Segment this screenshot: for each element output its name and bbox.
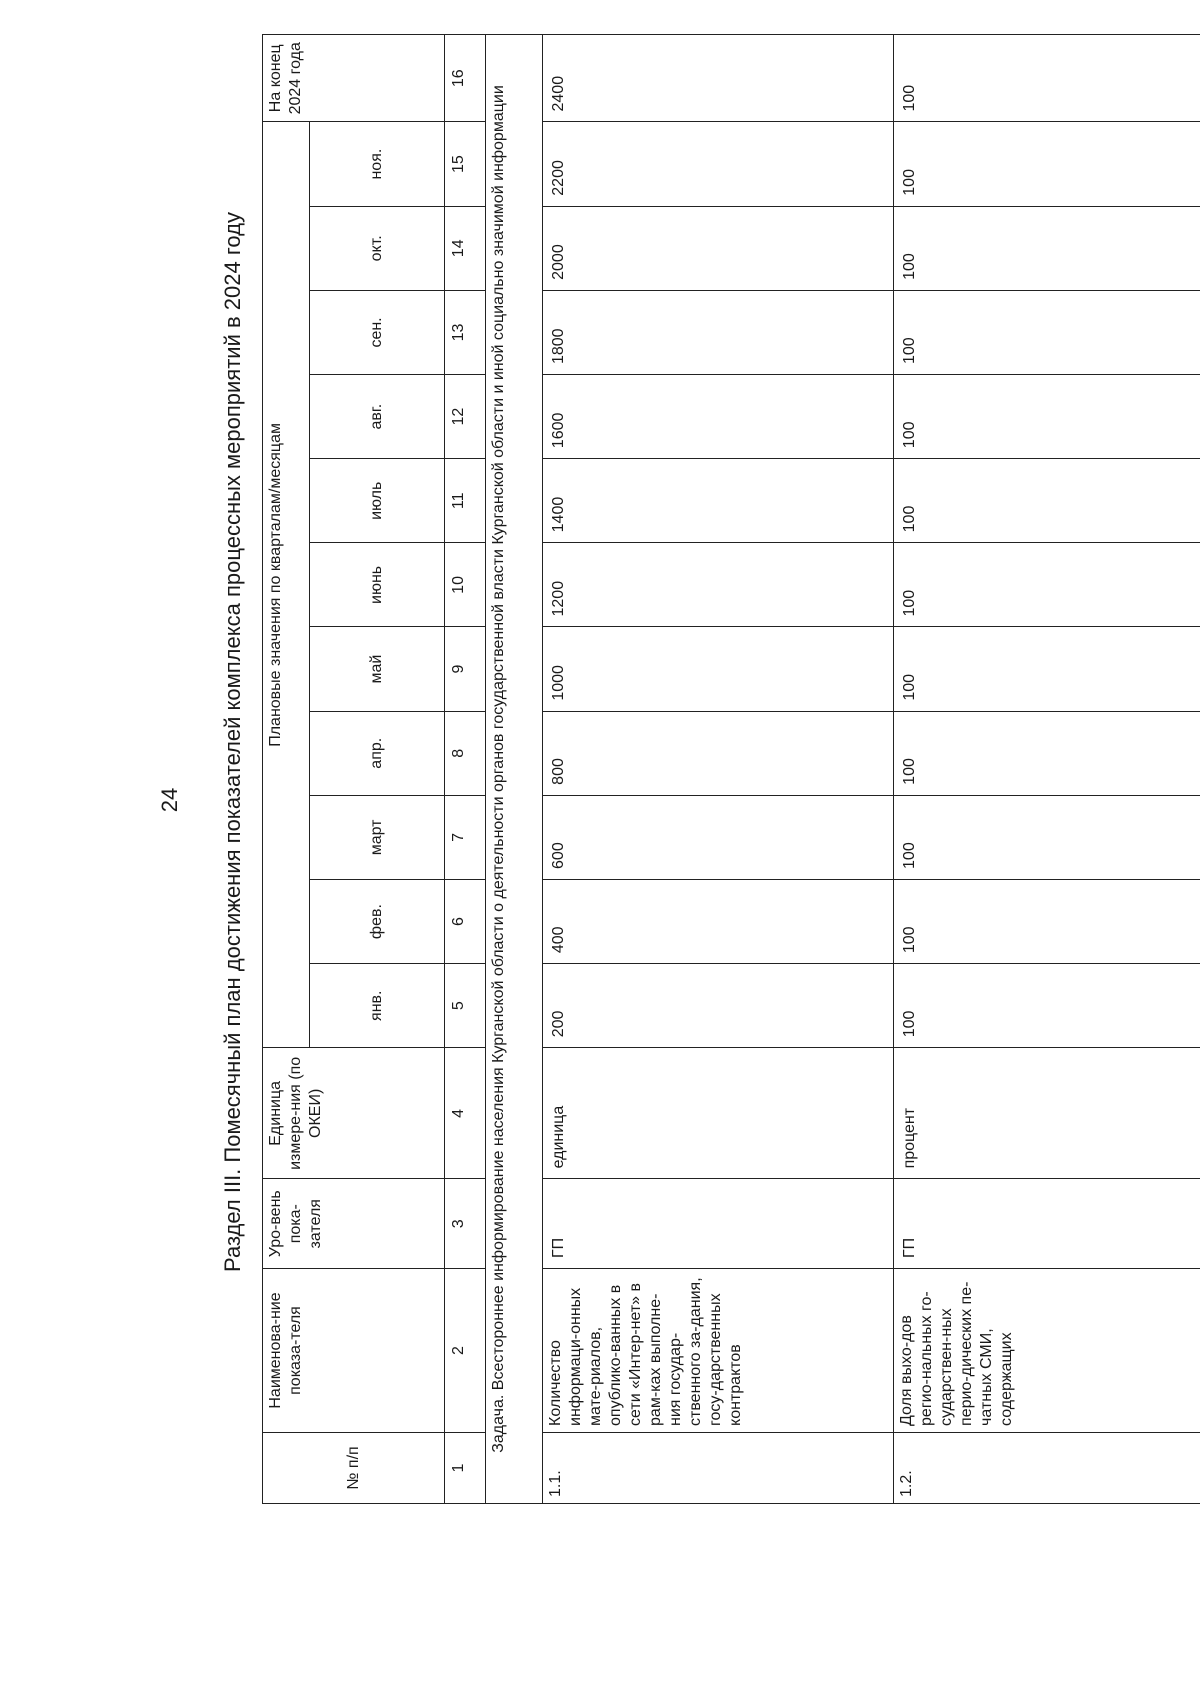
header-unit: Единица измере-ния (по ОКЕИ) <box>263 1048 445 1179</box>
column-number: 7 <box>445 795 486 879</box>
row-level: ГП <box>894 1179 1200 1269</box>
row-value: 2000 <box>543 206 894 290</box>
row-unit: единица <box>543 1048 894 1179</box>
header-month: янв. <box>310 964 445 1048</box>
row-num: 1.2. <box>894 1432 1200 1503</box>
header-month: март <box>310 795 445 879</box>
row-name: Доля выхо-дов регио-нальных го-сударствен-ных перио-дических пе-чатных СМИ, содержащих <box>894 1269 1200 1433</box>
task-text: Задача. Всестороннее информирование населения Курганской области о деятельности органов государственной власти Курганской области и иной социально значимой информации <box>486 35 543 1504</box>
row-value: 100 <box>894 290 1200 374</box>
column-number: 6 <box>445 879 486 963</box>
header-month: сен. <box>310 290 445 374</box>
header-level: Уро-вень пока-зателя <box>263 1179 445 1269</box>
column-number: 16 <box>445 35 486 122</box>
column-number: 11 <box>445 459 486 543</box>
row-value: 100 <box>894 964 1200 1048</box>
row-value: 1400 <box>543 459 894 543</box>
row-value: 1800 <box>543 290 894 374</box>
header-end: На конец 2024 года <box>263 35 445 122</box>
header-plan: Плановые значения по кварталам/месяцам <box>263 122 310 1048</box>
row-value: 200 <box>543 964 894 1048</box>
row-value: 1200 <box>543 543 894 627</box>
indicator-table-wrapper <box>262 34 1089 1504</box>
table-row <box>543 35 894 1504</box>
table-row <box>894 35 1200 1504</box>
column-number: 2 <box>445 1269 486 1433</box>
row-value: 100 <box>894 375 1200 459</box>
column-number: 8 <box>445 711 486 795</box>
page-number: 24 <box>157 787 182 813</box>
row-value: 2200 <box>543 122 894 206</box>
section-title: Раздел III. Помесячный план достижения показателей комплекса процессных мероприятий в 2024 году <box>220 212 245 1272</box>
task-row <box>486 35 543 1504</box>
column-number: 4 <box>445 1048 486 1179</box>
column-number: 13 <box>445 290 486 374</box>
row-value: 100 <box>894 206 1200 290</box>
column-number: 1 <box>445 1432 486 1503</box>
row-value: 600 <box>543 795 894 879</box>
row-name: Количество информаци-онных мате-риалов, опублико-ванных в сети «Интер-нет» в рам-ках выполне-ния государ-ственного за-дания, госу-дарственных контрактов <box>543 1269 894 1433</box>
indicator-plan-table <box>262 34 1200 1504</box>
row-value: 1600 <box>543 375 894 459</box>
header-month: окт. <box>310 206 445 290</box>
row-end-value: 2400 <box>543 35 894 122</box>
row-value: 100 <box>894 711 1200 795</box>
header-month: июль <box>310 459 445 543</box>
column-number-row <box>445 35 486 1504</box>
row-value: 100 <box>894 627 1200 711</box>
column-number: 10 <box>445 543 486 627</box>
header-row-top <box>263 35 310 1504</box>
header-name: Наименова-ние показа-теля <box>263 1269 445 1433</box>
header-month: май <box>310 627 445 711</box>
header-month: апр. <box>310 711 445 795</box>
header-month: фев. <box>310 879 445 963</box>
row-value: 1000 <box>543 627 894 711</box>
header-month: июнь <box>310 543 445 627</box>
column-number: 15 <box>445 122 486 206</box>
column-number: 14 <box>445 206 486 290</box>
row-value: 100 <box>894 122 1200 206</box>
column-number: 5 <box>445 964 486 1048</box>
header-num: № п/п <box>263 1432 445 1503</box>
row-value: 100 <box>894 879 1200 963</box>
row-value: 100 <box>894 459 1200 543</box>
row-num: 1.1. <box>543 1432 894 1503</box>
row-level: ГП <box>543 1179 894 1269</box>
header-month: авг. <box>310 375 445 459</box>
row-value: 400 <box>543 879 894 963</box>
header-month: ноя. <box>310 122 445 206</box>
column-number: 12 <box>445 375 486 459</box>
row-value: 100 <box>894 543 1200 627</box>
column-number: 9 <box>445 627 486 711</box>
row-unit: процент <box>894 1048 1200 1179</box>
row-end-value: 100 <box>894 35 1200 122</box>
row-value: 100 <box>894 795 1200 879</box>
row-value: 800 <box>543 711 894 795</box>
column-number: 3 <box>445 1179 486 1269</box>
